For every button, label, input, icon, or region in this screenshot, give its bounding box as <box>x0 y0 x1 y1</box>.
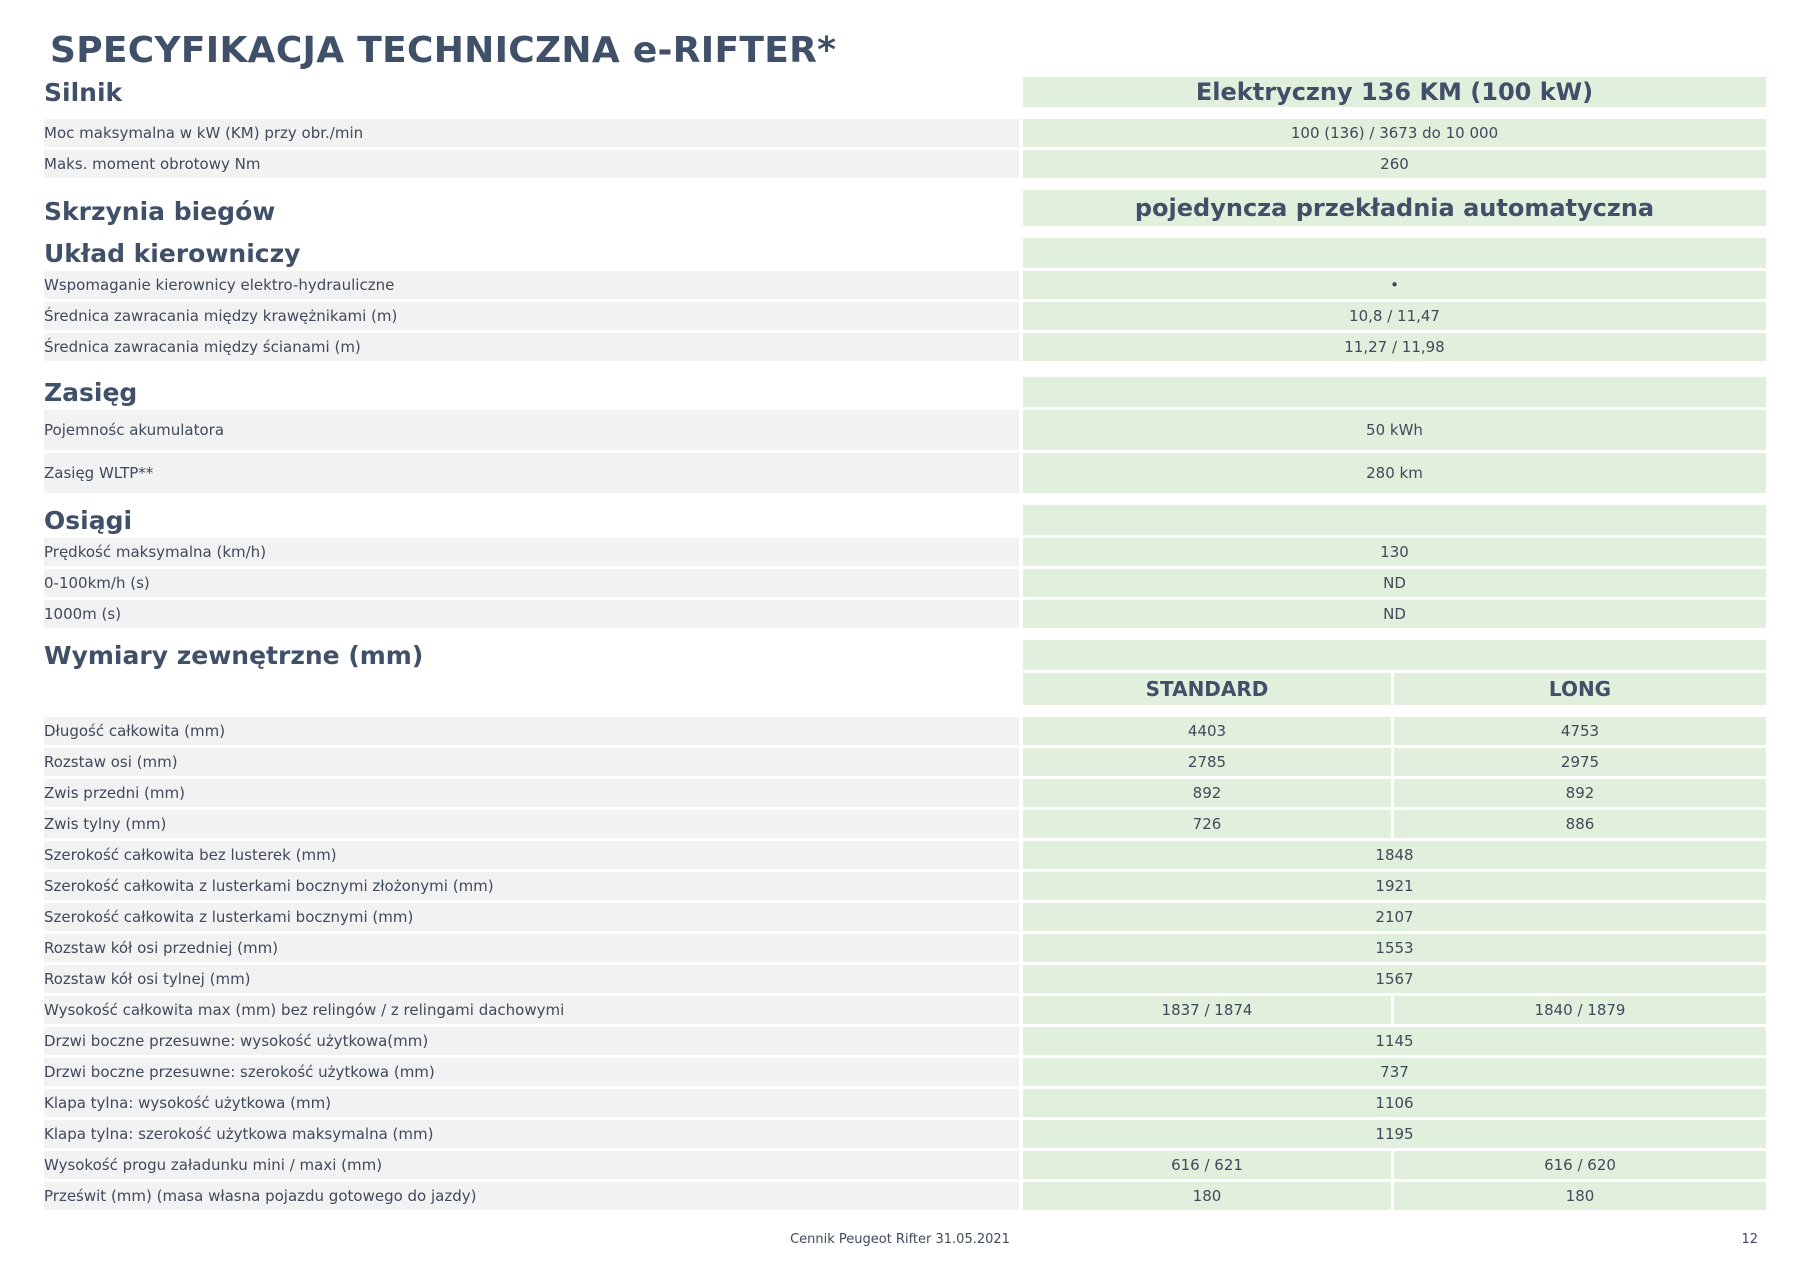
section-value: Elektryczny 136 KM (100 kW) <box>1023 77 1766 107</box>
spec-row <box>44 302 1766 330</box>
spec-row <box>44 965 1766 993</box>
spec-value: 50 kWh <box>1023 410 1766 450</box>
spec-label: Średnica zawracania między krawężnikami (m) <box>44 302 1019 330</box>
spec-row <box>44 903 1766 931</box>
spec-value: 1848 <box>1023 841 1766 869</box>
spec-row <box>44 410 1766 450</box>
spacer-row <box>44 181 1766 187</box>
spec-row <box>44 1089 1766 1117</box>
spec-row <box>44 119 1766 147</box>
spec-label: Drzwi boczne przesuwne: szerokość użytkowa (mm) <box>44 1058 1019 1086</box>
spec-value: 100 (136) / 3673 do 10 000 <box>1023 119 1766 147</box>
spec-label: Wysokość całkowita max (mm) bez relingów / z relingami dachowymi <box>44 996 1019 1024</box>
section-header-zasieg <box>44 377 1766 407</box>
spec-label: Szerokość całkowita z lusterkami bocznymi złożonymi (mm) <box>44 872 1019 900</box>
spec-value-long: 616 / 620 <box>1394 1151 1766 1179</box>
spec-value: 10,8 / 11,47 <box>1023 302 1766 330</box>
spec-label: Zwis przedni (mm) <box>44 779 1019 807</box>
footer-text: Cennik Peugeot Rifter 31.05.2021 <box>790 1232 1010 1247</box>
spec-row <box>44 810 1766 838</box>
spacer-cell <box>44 229 1766 235</box>
spec-value-standard: 4403 <box>1023 717 1394 745</box>
spec-label: Rozstaw kół osi tylnej (mm) <box>44 965 1019 993</box>
spec-row <box>44 717 1766 745</box>
spec-value: 260 <box>1023 150 1766 178</box>
section-title: Zasięg <box>44 378 138 407</box>
column-header-long: LONG <box>1394 673 1766 705</box>
spec-label: Klapa tylna: wysokość użytkowa (mm) <box>44 1089 1019 1117</box>
spec-value-long: 886 <box>1394 810 1766 838</box>
spec-value-standard: 1837 / 1874 <box>1023 996 1394 1024</box>
spec-row <box>44 150 1766 178</box>
spacer-cell <box>44 631 1766 637</box>
column-header-blank <box>44 673 1019 705</box>
spec-row <box>44 1058 1766 1086</box>
section-value <box>1023 505 1766 535</box>
spec-value-standard: 180 <box>1023 1182 1394 1210</box>
spec-value: 130 <box>1023 538 1766 566</box>
spec-row <box>44 1120 1766 1148</box>
spec-value-long: 892 <box>1394 779 1766 807</box>
spec-value: 11,27 / 11,98 <box>1023 333 1766 361</box>
spacer-cell <box>44 708 1766 714</box>
spec-row <box>44 1027 1766 1055</box>
spec-label: Prędkość maksymalna (km/h) <box>44 538 1019 566</box>
spec-value-standard: 616 / 621 <box>1023 1151 1394 1179</box>
spacer-cell <box>44 110 1766 116</box>
spec-value-standard: 726 <box>1023 810 1394 838</box>
spec-value: 1145 <box>1023 1027 1766 1055</box>
section-header-uklad <box>44 238 1766 268</box>
spec-row <box>44 600 1766 628</box>
spec-value: 1921 <box>1023 872 1766 900</box>
spec-row <box>44 996 1766 1024</box>
spec-label: Rozstaw osi (mm) <box>44 748 1019 776</box>
spec-value: 1106 <box>1023 1089 1766 1117</box>
spacer-row <box>44 631 1766 637</box>
spacer-cell <box>44 364 1766 374</box>
section-header-silnik <box>44 77 1766 107</box>
spec-row <box>44 934 1766 962</box>
spec-label: Prześwit (mm) (masa własna pojazdu gotowego do jazdy) <box>44 1182 1019 1210</box>
spec-row <box>44 1151 1766 1179</box>
spec-label: Maks. moment obrotowy Nm <box>44 150 1019 178</box>
spec-label: 0-100km/h (s) <box>44 569 1019 597</box>
spec-value-standard: 892 <box>1023 779 1394 807</box>
spec-value: 280 km <box>1023 453 1766 493</box>
spec-label: Średnica zawracania między ścianami (m) <box>44 333 1019 361</box>
section-value <box>1023 238 1766 268</box>
spacer-row <box>44 496 1766 502</box>
spec-value: 1567 <box>1023 965 1766 993</box>
page-title: SPECYFIKACJA TECHNICZNA e-RIFTER* <box>50 30 837 71</box>
spec-value: 1195 <box>1023 1120 1766 1148</box>
spacer-cell <box>44 496 1766 502</box>
spec-value: ND <box>1023 600 1766 628</box>
spacer-row <box>44 708 1766 714</box>
section-header-osiagi <box>44 505 1766 535</box>
spec-label: Długość całkowita (mm) <box>44 717 1019 745</box>
spec-value: ND <box>1023 569 1766 597</box>
spec-value-long: 1840 / 1879 <box>1394 996 1766 1024</box>
column-header-row <box>44 673 1766 705</box>
spec-label: Klapa tylna: szerokość użytkowa maksymalna (mm) <box>44 1120 1019 1148</box>
spec-row <box>44 779 1766 807</box>
spec-value: • <box>1023 271 1766 299</box>
section-header-skrzynia <box>44 190 1766 226</box>
spec-label: Drzwi boczne przesuwne: wysokość użytkowa(mm) <box>44 1027 1019 1055</box>
spec-value: 737 <box>1023 1058 1766 1086</box>
spec-row <box>44 748 1766 776</box>
spec-table-body <box>44 77 1766 1210</box>
spec-value-long: 4753 <box>1394 717 1766 745</box>
page-number: 12 <box>1741 1232 1758 1247</box>
spacer-row <box>44 229 1766 235</box>
section-header-wymiary <box>44 640 1766 670</box>
spec-row <box>44 872 1766 900</box>
spacer-row <box>44 110 1766 116</box>
spec-label: Rozstaw kół osi przedniej (mm) <box>44 934 1019 962</box>
spec-row <box>44 1182 1766 1210</box>
spec-label: Wysokość progu załadunku mini / maxi (mm) <box>44 1151 1019 1179</box>
spec-label: Zwis tylny (mm) <box>44 810 1019 838</box>
spec-label: Wspomaganie kierownicy elektro-hydrauliczne <box>44 271 1019 299</box>
spacer-cell <box>44 181 1766 187</box>
section-title: Silnik <box>44 78 123 107</box>
spec-label: Pojemnośc akumulatora <box>44 410 1019 450</box>
spec-row <box>44 569 1766 597</box>
section-title: Wymiary zewnętrzne (mm) <box>44 641 424 670</box>
spacer-row <box>44 364 1766 374</box>
spec-row <box>44 841 1766 869</box>
spec-value-standard: 2785 <box>1023 748 1394 776</box>
spec-label: Moc maksymalna w kW (KM) przy obr./min <box>44 119 1019 147</box>
section-value <box>1023 377 1766 407</box>
section-value: pojedyncza przekładnia automatyczna <box>1023 190 1766 226</box>
spec-value: 1553 <box>1023 934 1766 962</box>
section-title: Osiągi <box>44 506 133 535</box>
spec-value: 2107 <box>1023 903 1766 931</box>
section-value <box>1023 640 1766 670</box>
spec-value-long: 2975 <box>1394 748 1766 776</box>
spec-label: Szerokość całkowita z lusterkami bocznymi (mm) <box>44 903 1019 931</box>
spec-value-long: 180 <box>1394 1182 1766 1210</box>
spec-row <box>44 538 1766 566</box>
spec-label: Zasięg WLTP** <box>44 453 1019 493</box>
section-title: Układ kierowniczy <box>44 239 301 268</box>
spec-table <box>44 74 1766 1213</box>
spec-label: 1000m (s) <box>44 600 1019 628</box>
spec-label: Szerokość całkowita bez lusterek (mm) <box>44 841 1019 869</box>
spec-row <box>44 333 1766 361</box>
column-header-standard: STANDARD <box>1023 673 1394 705</box>
spec-row <box>44 453 1766 493</box>
spec-row <box>44 271 1766 299</box>
section-title: Skrzynia biegów <box>44 197 276 226</box>
